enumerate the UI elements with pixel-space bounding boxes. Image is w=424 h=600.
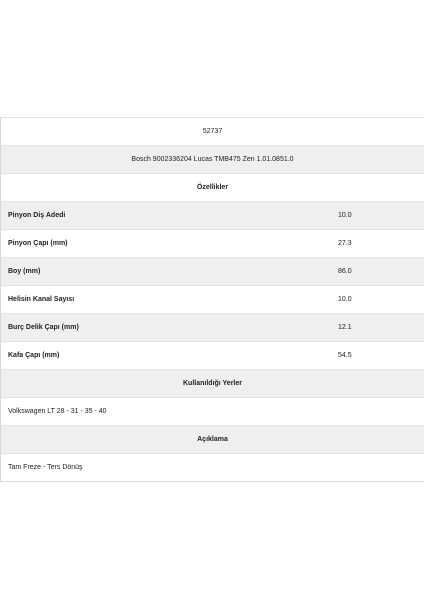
reference-numbers: Bosch 9002336204 Lucas TMB475 Zen 1.01.0851.0 [131, 156, 294, 163]
spec-label: Kafa Çapı (mm) [8, 352, 60, 359]
spec-row [1, 341, 424, 369]
spec-value: 86.0 [338, 268, 352, 275]
reference-row [1, 145, 424, 173]
usage-heading: Kullanıldığı Yerler [182, 380, 242, 387]
usage-heading-row [1, 369, 424, 397]
product-code-row [1, 117, 424, 145]
spec-value: 10.0 [338, 212, 352, 219]
spec-label: Burç Delik Çapı (mm) [8, 324, 79, 331]
spec-row [1, 257, 424, 285]
specs-heading-row [1, 173, 424, 201]
product-spec-table [0, 117, 424, 482]
usage-row [1, 397, 424, 425]
spec-row [1, 201, 424, 229]
spec-row [1, 229, 424, 257]
spec-label: Pinyon Çapı (mm) [8, 240, 68, 247]
description-heading: Açıklama [197, 436, 228, 443]
spec-label: Pinyon Diş Adedi [8, 212, 66, 219]
description-text: Tam Freze - Ters Dönüş [8, 464, 83, 471]
product-code: 52737 [202, 128, 223, 135]
spec-label: Boy (mm) [8, 268, 41, 275]
spec-row [1, 285, 424, 313]
spec-value: 54.5 [338, 352, 352, 359]
spec-value: 12.1 [338, 324, 352, 331]
spec-value: 10.0 [338, 296, 352, 303]
spec-label: Helisin Kanal Sayısı [8, 296, 75, 303]
spec-value: 27.3 [338, 240, 352, 247]
spec-row [1, 313, 424, 341]
specs-heading: Özellikler [196, 184, 229, 191]
description-heading-row [1, 425, 424, 453]
description-row [1, 453, 424, 481]
usage-text: Volkswagen LT 28 - 31 - 35 - 40 [8, 408, 107, 415]
